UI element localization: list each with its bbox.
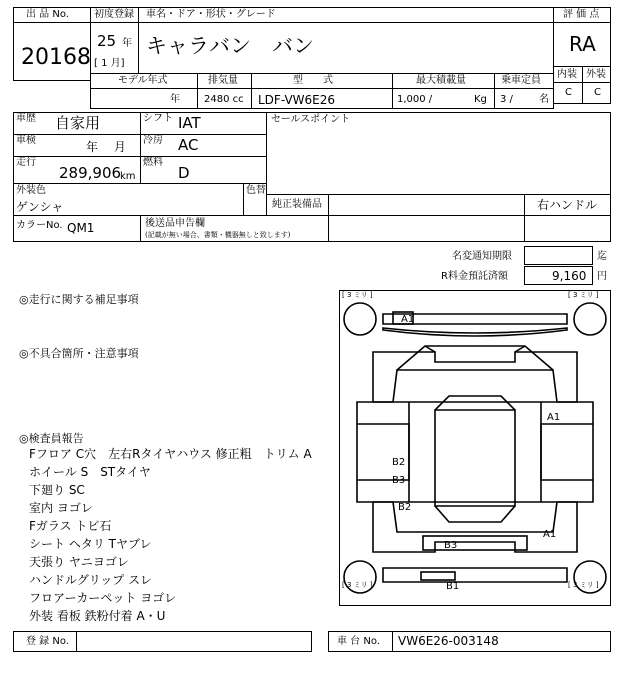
displacement: 2480 cc xyxy=(204,94,244,105)
tyre-depth-bl: [ 3 ミリ ] xyxy=(342,581,373,589)
recycle-value: 9,160 xyxy=(552,269,587,283)
shift-label: シフト xyxy=(143,113,173,124)
report-line: 外装 看板 鉄粉付着 A・U xyxy=(29,609,166,623)
mileage-unit: km xyxy=(120,171,136,182)
type-value: LDF-VW6E26 xyxy=(258,93,336,107)
recycle-unit: 円 xyxy=(597,271,607,282)
report-line: シート ヘタリ Tヤブレ xyxy=(29,537,152,551)
type-label: 型 式 xyxy=(293,75,333,86)
report-line: ハンドルグリップ スレ xyxy=(29,573,153,587)
history-label: 車歴 xyxy=(16,113,36,124)
reg-year: 25 xyxy=(97,32,117,50)
tyre-depth-br: [ 3 ミリ ] xyxy=(568,581,599,589)
color-no-label: カラーNo. xyxy=(16,220,63,231)
interior-label: 内装 xyxy=(557,69,577,80)
report-line: ホイール S STタイヤ xyxy=(29,465,151,479)
capacity: 3 / xyxy=(500,94,513,105)
color-no-box xyxy=(13,215,611,242)
damage-mark: B3 xyxy=(444,540,458,551)
genuine-label: 純正装備品 xyxy=(272,199,322,210)
report-line: 下廻り SC xyxy=(29,483,85,497)
color-value: ゲンシャ xyxy=(16,200,64,214)
damage-mark: A1 xyxy=(543,529,557,540)
car-damage-diagram xyxy=(339,290,611,606)
name-change-label: 名変通知期限 xyxy=(452,251,512,262)
score-value: RA xyxy=(569,32,596,56)
report-line: フロアーカーペット ヨゴレ xyxy=(29,591,177,605)
report-line: 天張り ヤニヨゴレ xyxy=(29,555,129,569)
max-load: 1,000 / xyxy=(397,94,433,105)
inspection-label: 車検 xyxy=(16,135,36,146)
interior-grade: C xyxy=(565,87,572,98)
capacity-label: 乗車定員 xyxy=(501,75,541,86)
damage-mark: B2 xyxy=(392,457,406,468)
damage-mark: A1 xyxy=(547,412,561,423)
inspector-label: ◎検査員報告 xyxy=(19,432,84,445)
name-change-unit: 迄 xyxy=(597,251,607,262)
mileage-value: 289,906 xyxy=(59,164,122,182)
score-label: 評 価 点 xyxy=(563,9,600,20)
exterior-grade: C xyxy=(594,87,601,98)
tyre-depth-tl: [ 3 ミリ ] xyxy=(342,291,373,299)
fuel-value: D xyxy=(178,164,190,182)
sales-point-label: セールスポイント xyxy=(271,114,351,125)
exterior-label: 外装 xyxy=(586,69,606,80)
docs-note: (記載が無い場合、書類・機器無しと致します) xyxy=(145,231,291,239)
history-value: 自家用 xyxy=(55,114,101,132)
car-name-label: 車名・ドア・形状・グレード xyxy=(146,9,276,20)
model-year-label: モデル年式 xyxy=(118,75,168,86)
max-load-label: 最大積載量 xyxy=(416,75,466,86)
defect-label: ◎不具合箇所・注意事項 xyxy=(19,347,139,360)
mileage-label: 走行 xyxy=(16,157,36,168)
damage-mark: B2 xyxy=(398,502,412,513)
damage-mark: A1 xyxy=(401,314,415,325)
handle-value: 右ハンドル xyxy=(537,198,598,212)
chassis-value: VW6E26-003148 xyxy=(398,634,499,648)
first-reg-label: 初度登録 xyxy=(94,9,134,20)
tyre-depth-tr: [ 3 ミリ ] xyxy=(568,291,599,299)
report-line: Fフロア C穴 左右Rタイヤハウス 修正粗 トリム A xyxy=(29,447,312,461)
inspection-value: 年 月 xyxy=(86,140,126,154)
color-change-label: 色替 xyxy=(246,185,266,196)
recycle-label: R料金預託済額 xyxy=(441,271,508,282)
reg-month: [ 1 月] xyxy=(94,58,125,69)
model-year-unit: 年 xyxy=(170,94,180,105)
ac-label: 冷房 xyxy=(143,135,163,146)
damage-mark: B3 xyxy=(392,475,406,486)
registration-label: 登 録 No. xyxy=(26,636,69,647)
shift-value: IAT xyxy=(178,114,201,132)
report-line: Fガラス トビ石 xyxy=(29,519,112,533)
displacement-label: 排気量 xyxy=(208,75,238,86)
supplement-label: ◎走行に関する補足事項 xyxy=(19,293,139,306)
fuel-label: 燃料 xyxy=(143,157,163,168)
name-change-field xyxy=(524,246,593,265)
docs-label: 後送品申告欄 xyxy=(145,218,205,229)
damage-mark: B1 xyxy=(446,581,460,592)
chassis-label: 車 台 No. xyxy=(337,636,380,647)
car-name: キャラバン バン xyxy=(146,34,314,58)
capacity-unit: 名 xyxy=(539,94,549,105)
max-load-unit: Kg xyxy=(474,94,487,105)
report-line: 室内 ヨゴレ xyxy=(29,501,93,515)
lot-number: 20168 xyxy=(21,45,91,70)
ac-value: AC xyxy=(178,136,199,154)
lot-label: 出 品 No. xyxy=(26,9,69,20)
reg-year-unit: 年 xyxy=(122,38,132,49)
color-label: 外装色 xyxy=(16,185,46,196)
color-no-value: QM1 xyxy=(67,221,95,235)
